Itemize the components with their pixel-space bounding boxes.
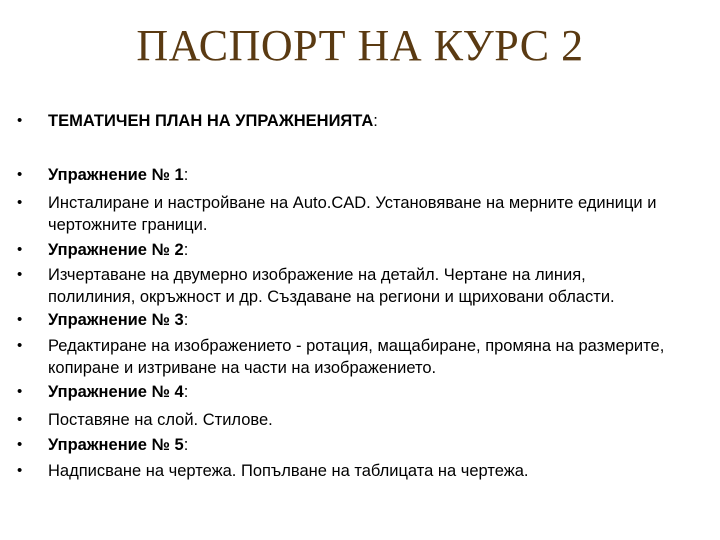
item-text: Надписване на чертежа. Попълване на таблицата на чертежа. (48, 462, 529, 480)
list-item (48, 460, 668, 482)
bullet-icon: • (17, 194, 23, 211)
item-text: : (183, 166, 189, 184)
list-item (48, 110, 668, 132)
list-item (48, 164, 668, 186)
item-bold-text: ТЕМАТИЧЕН ПЛАН НА УПРАЖНЕНИЯТА (48, 112, 374, 130)
item-text: Изчертаване на двумерно изображение на детайл. Чертане на линия, полилиния, окръжност и др. Създаване на региони и щриховани области. (48, 266, 615, 306)
bullet-icon: • (17, 462, 23, 479)
item-bold-text: Упражнение № 1 (48, 166, 184, 184)
bullet-icon: • (17, 241, 23, 258)
bullet-icon: • (17, 411, 23, 428)
bullet-icon: • (17, 337, 23, 354)
bullet-icon: • (17, 112, 23, 129)
item-bold-text: Упражнение № 4 (48, 383, 184, 401)
item-bold-text: Упражнение № 3 (48, 311, 184, 329)
item-bold-text: Упражнение № 5 (48, 436, 184, 454)
item-text: : (183, 241, 189, 259)
item-text: : (183, 383, 189, 401)
list-item (48, 239, 668, 261)
bullet-icon: • (17, 166, 23, 183)
bullet-icon: • (17, 436, 23, 453)
item-text: : (373, 112, 378, 130)
list-item (48, 192, 668, 236)
item-text: Редактиране на изображението - ротация, мащабиране, промяна на размерите, копиране и изтриване на части на изображението. (48, 337, 665, 377)
list-item (48, 335, 668, 379)
bullet-icon: • (17, 383, 23, 400)
bullet-icon: • (17, 311, 23, 328)
list-item (48, 434, 668, 456)
list-item (48, 309, 668, 331)
list-item (48, 264, 668, 308)
bullet-icon: • (17, 266, 23, 283)
list-item (48, 381, 668, 403)
item-text: Инсталиране и настройване на Auto.CAD. Установяване на мерните единици и чертожните граници. (48, 194, 657, 234)
item-text: : (183, 311, 189, 329)
item-bold-text: Упражнение № 2 (48, 241, 184, 259)
item-text: Поставяне на слой. Стилове. (48, 411, 273, 429)
list-item (48, 409, 668, 431)
item-text: : (183, 436, 189, 454)
slide-title: ПАСПОРТ НА КУРС 2 (136, 21, 584, 70)
